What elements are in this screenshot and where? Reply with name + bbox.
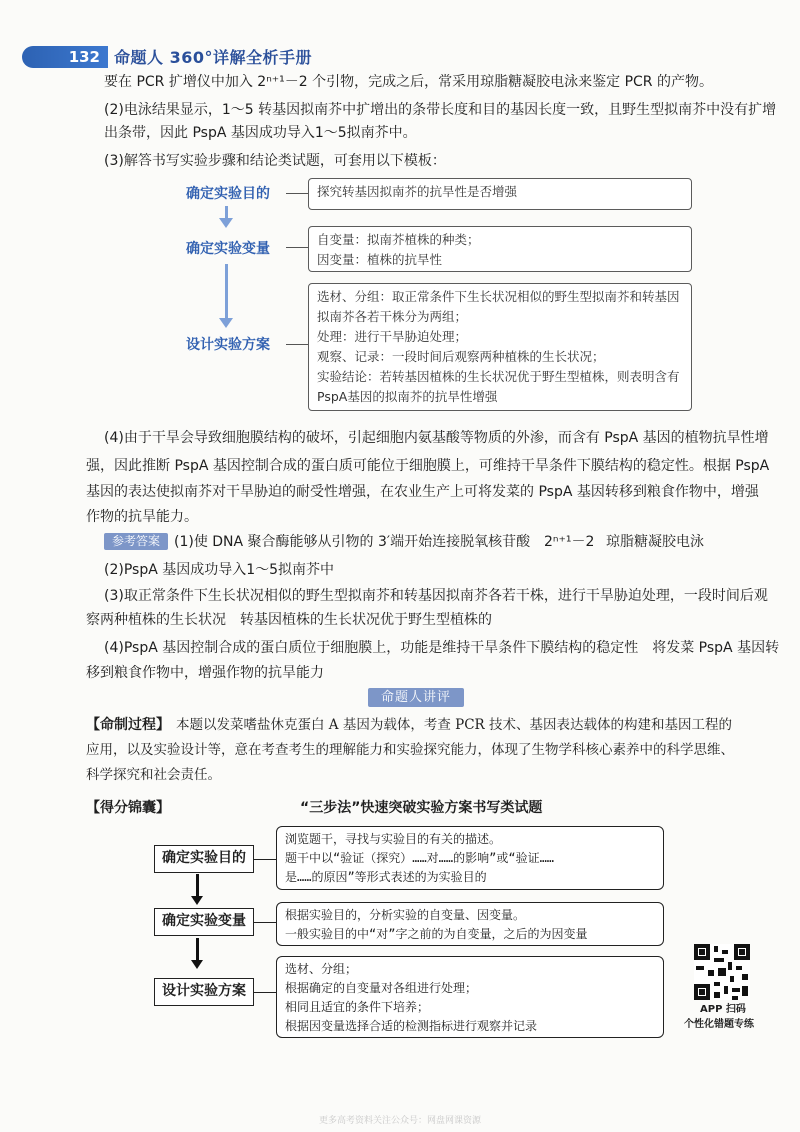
step-3-line-1: 选材、分组； <box>285 962 358 976</box>
flow-step-3-line-6: PspA基因的拟南芥的抗旱性增强 <box>317 389 498 404</box>
flow-step-1-text: 探究转基因拟南芥的抗旱性是否增强 <box>317 184 518 199</box>
step-3-box <box>276 956 664 1038</box>
step-1-line-3: 是……的原因”等形式表述的为实验目的 <box>285 870 487 884</box>
flow-step-3-line-4: 观察、记录：一段时间后观察两种植株的生长状况； <box>317 349 605 364</box>
answer-2: (2)PspA 基因成功导入1～5拟南芥中 <box>104 562 335 578</box>
answer-4-line-2: 移到粮食作物中，增强作物的抗旱能力 <box>86 665 324 681</box>
answer-4-line-1: (4)PspA 基因控制合成的蛋白质位于细胞膜上，功能是维持干旱条件下膜结构的稳定性 将发菜 PspA 基因转 <box>104 640 780 656</box>
flow-connector-1 <box>286 193 308 194</box>
analysis-line-4: (3)解答书写实验步骤和结论类试题，可套用以下模板： <box>104 153 446 169</box>
step-connector-3 <box>254 992 276 993</box>
analysis-line-3: 出条带，因此 PspA 基因成功导入1～5拟南芥中。 <box>104 125 417 141</box>
step-connector-2 <box>254 922 276 923</box>
para4-line-3: 基因的表达使拟南芥对干旱胁迫的耐受性增强，在农业生产上可将发菜的 PspA 基因转移到粮食作物中，增强 <box>86 484 759 500</box>
flow-step-3-line-1: 选材、分组：取正常条件下生长状况相似的野生型拟南芥和转基因 <box>317 289 680 304</box>
para4-line-4: 作物的抗旱能力。 <box>86 509 198 525</box>
flow-step-2-line-1: 自变量：拟南芥植株的种类； <box>317 232 480 247</box>
step-2-label: 确定实验变量 <box>154 908 254 936</box>
analysis-line-1: 要在 PCR 扩增仪中加入 2ⁿ⁺¹－2 个引物，完成之后，常采用琼脂糖凝胶电泳来鉴定 PCR 的产物。 <box>104 74 713 90</box>
down-arrow-icon <box>196 874 199 898</box>
step-2-line-1: 根据实验目的，分析实验的自变量、因变量。 <box>285 908 526 922</box>
step-connector-1 <box>254 859 276 860</box>
answer-3-line-1: (3)取正常条件下生长状况相似的野生型拟南芥和转基因拟南芥各若干株，进行干旱胁迫处理，一段时间后观 <box>104 588 768 604</box>
answer-3-line-2: 察两种植株的生长状况 转基因植株的生长状况优于野生型植株的 <box>86 612 492 628</box>
answer-1: (1)使 DNA 聚合酶能够从引物的 3′端开始连接脱氧核苷酸 <box>174 534 531 550</box>
tips-label: 【得分锦囊】 <box>86 800 170 816</box>
step-3-line-2: 根据确定的自变量对各组进行处理； <box>285 981 478 995</box>
footer-watermark: 更多高考资料关注公众号：网盘网课资源 <box>318 1116 481 1126</box>
flow-step-1-label: 确定实验目的 <box>186 186 270 202</box>
qr-code-icon[interactable] <box>694 944 750 1000</box>
flow-step-2-box <box>308 226 692 272</box>
flow-step-1-box <box>308 178 692 210</box>
para4-line-1: (4)由于干旱会导致细胞膜结构的破坏，引起细胞内氨基酸等物质的外渗，而含有 PspA 基因的植物抗旱性增 <box>104 430 769 446</box>
para4-line-2: 强，因此推断 PspA 基因控制合成的蛋白质可能位于细胞膜上，可维持干旱条件下膜结构的稳定性。根据 PspA <box>86 458 770 474</box>
tips-title: “三步法”快速突破实验方案书写类试题 <box>300 800 543 816</box>
flow-step-3-line-5: 实验结论：若转基因植株的生长状况优于野生型植株，则表明含有 <box>317 369 680 384</box>
flow-step-3-line-3: 处理：进行干旱胁迫处理； <box>317 329 468 344</box>
analysis-line-2: (2)电泳结果显示，1～5 转基因拟南芥中扩增出的条带长度和目的基因长度一致，且野生型拟南芥中没有扩增 <box>104 102 777 118</box>
flow-step-3-box <box>308 283 692 411</box>
step-3-line-4: 根据因变量选择合适的检测指标进行观察并记录 <box>285 1019 538 1033</box>
flow-step-3-line-2: 拟南芥各若干株分为两组； <box>317 309 468 324</box>
step-2-box <box>276 902 664 946</box>
answer-1-primer-count: 2ⁿ⁺¹－2 <box>544 534 595 550</box>
process-label: 【命制过程】 <box>86 717 170 733</box>
flow-step-3-label: 设计实验方案 <box>186 337 270 353</box>
step-2-line-2: 一般实验目的中“对”字之前的为自变量，之后的为因变量 <box>285 927 588 941</box>
page-number: 132 <box>22 46 108 68</box>
process-line-1: 本题以发菜嗜盐休克蛋白 A 基因为载体，考查 PCR 技术、基因表达载体的构建和基因工程的 <box>176 717 732 733</box>
answer-1-method: 琼脂糖凝胶电泳 <box>606 534 704 550</box>
flow-step-2-line-2: 因变量：植株的抗旱性 <box>317 252 443 267</box>
commentary-badge: 命题人讲评 <box>368 688 464 707</box>
step-1-label: 确定实验目的 <box>154 845 254 873</box>
flow-step-2-label: 确定实验变量 <box>186 241 270 257</box>
step-1-line-1: 浏览题干，寻找与实验目的有关的描述。 <box>285 832 502 846</box>
flow-connector-2 <box>286 247 308 248</box>
qr-caption-1: APP 扫码 <box>700 1004 746 1015</box>
step-1-box <box>276 826 664 890</box>
step-3-label: 设计实验方案 <box>154 978 254 1006</box>
answer-badge: 参考答案 <box>104 533 168 550</box>
process-line-3: 科学探究和社会责任。 <box>86 767 221 783</box>
flow-connector-3 <box>286 344 308 345</box>
step-1-line-2: 题干中以“验证（探究）……对……的影响”或“验证…… <box>285 851 555 865</box>
down-arrow-icon <box>196 938 199 962</box>
step-3-line-3: 相同且适宜的条件下培养； <box>285 1000 430 1014</box>
process-line-2: 应用，以及实验设计等，意在考查考生的理解能力和实验探究能力，体现了生物学科核心素养中的科学思维、 <box>86 742 734 758</box>
down-arrow-icon <box>225 206 228 220</box>
book-title: 命题人 360°详解全析手册 <box>114 48 312 67</box>
down-arrow-icon <box>225 264 228 320</box>
qr-caption-2: 个性化错题专练 <box>684 1019 754 1030</box>
